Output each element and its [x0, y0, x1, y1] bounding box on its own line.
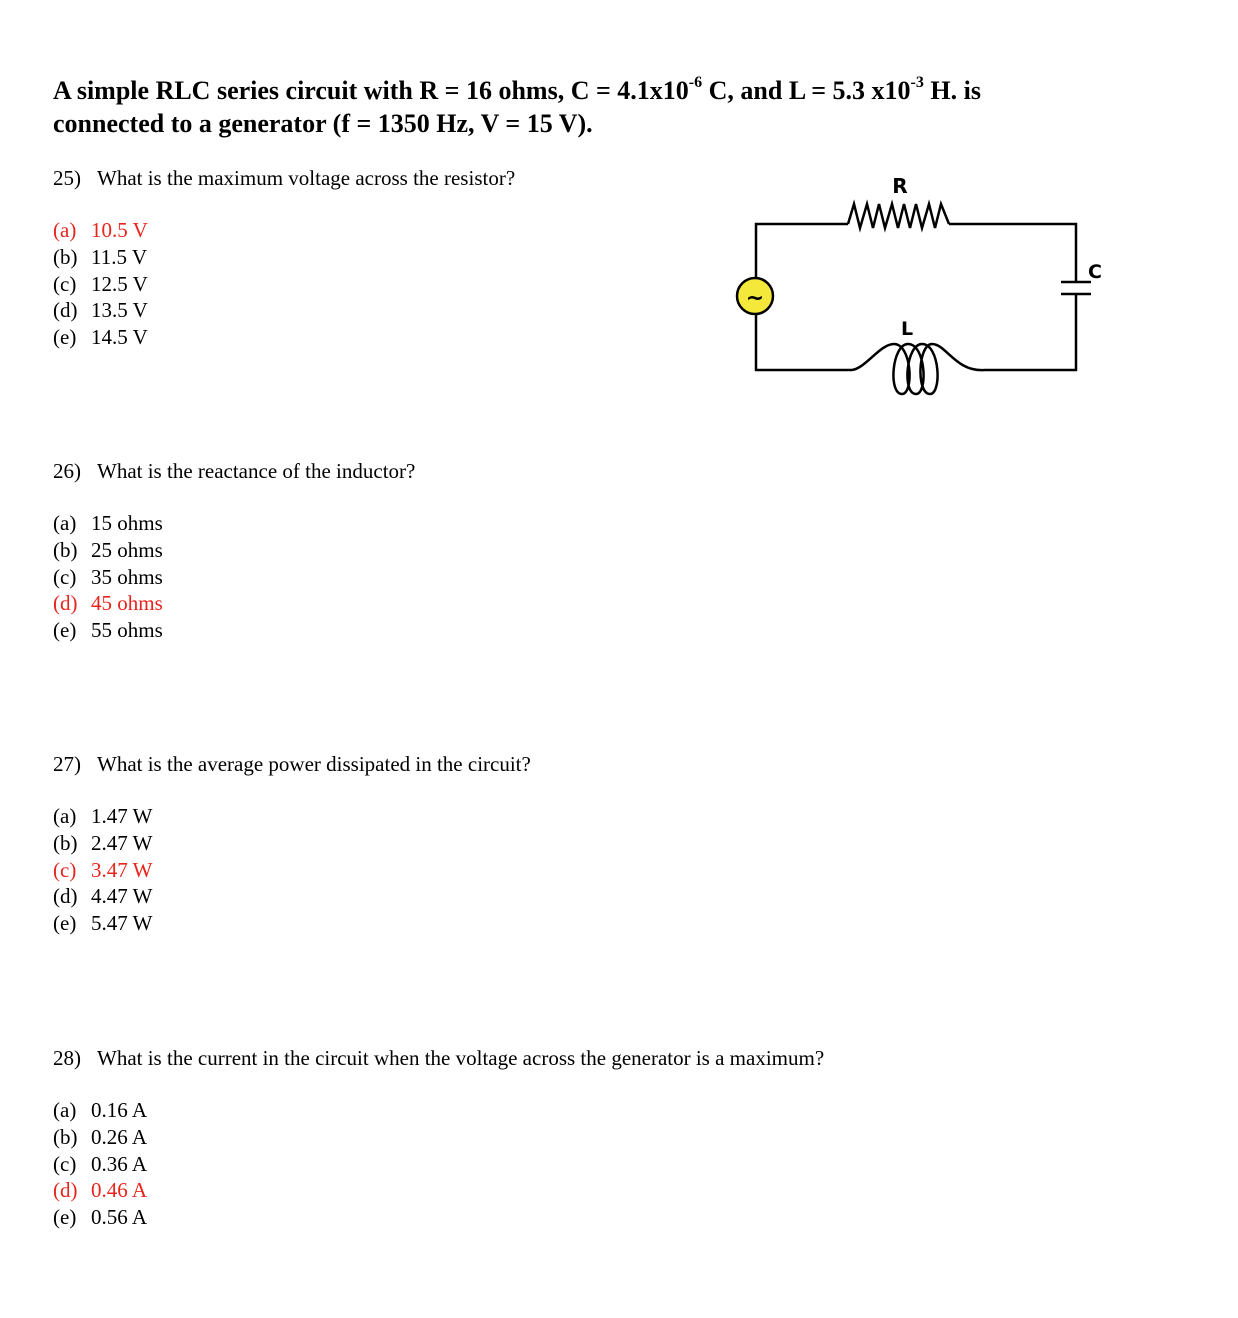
question-number: 26): [53, 459, 81, 483]
title-part1: A simple RLC series circuit with R = 16 ohms, C = 4.1x10: [53, 76, 689, 105]
option-26a[interactable]: (a) 15 ohms: [53, 511, 163, 535]
option-27a[interactable]: (a) 1.47 W: [53, 804, 153, 828]
top-right-wire: [949, 224, 1076, 282]
bottom-left-wire: [756, 314, 852, 370]
capacitor-label: C: [1088, 261, 1102, 283]
option-27d[interactable]: (d) 4.47 W: [53, 884, 153, 909]
options-28: [53, 1097, 147, 1231]
option-28c[interactable]: (c) 0.36 A: [53, 1151, 148, 1176]
problem-statement: [53, 74, 1153, 140]
inductance-exponent: -3: [910, 74, 924, 92]
question-number: 25): [53, 166, 81, 190]
right-lower-wire: [984, 294, 1076, 370]
inductor-coil: [852, 344, 984, 394]
option-26b[interactable]: (b) 25 ohms: [53, 537, 163, 562]
question-number: 28): [53, 1046, 81, 1070]
title-part2: C, and L = 5.3 x10: [702, 76, 911, 105]
option-25a[interactable]: (a) 10.5 V: [53, 218, 148, 242]
capacitance-exponent: -6: [688, 74, 703, 92]
option-25b[interactable]: (b) 11.5 V: [53, 244, 148, 269]
option-28b[interactable]: (b) 0.26 A: [53, 1124, 148, 1149]
option-27e[interactable]: (e) 5.47 W: [53, 911, 153, 936]
option-26e[interactable]: (e) 55 ohms: [53, 618, 163, 643]
question-text: What is the average power dissipated in the circuit?: [97, 752, 531, 776]
option-28a[interactable]: (a) 0.16 A: [53, 1098, 148, 1122]
question-number: 27): [53, 752, 81, 776]
option-27c[interactable]: (c) 3.47 W: [53, 857, 153, 882]
resistor-zigzag: [848, 204, 949, 228]
option-28e[interactable]: (e) 0.56 A: [53, 1205, 148, 1230]
option-26d[interactable]: (d) 45 ohms: [53, 591, 163, 616]
title-part3: H. is: [923, 76, 981, 105]
ac-source-symbol: ~: [745, 286, 765, 311]
options-25: [53, 217, 148, 351]
option-25d[interactable]: (d) 13.5 V: [53, 298, 148, 323]
resistor-label: R: [892, 174, 908, 198]
question-26: [53, 458, 415, 485]
option-25e[interactable]: (e) 14.5 V: [53, 325, 148, 350]
option-28d[interactable]: (d) 0.46 A: [53, 1178, 148, 1203]
options-27: [53, 803, 152, 937]
title-line2: connected to a generator (f = 1350 Hz, V = 15 V).: [53, 109, 593, 138]
question-28: [53, 1045, 824, 1072]
question-27: [53, 751, 531, 778]
question-text: What is the maximum voltage across the resistor?: [97, 166, 516, 190]
option-25c[interactable]: (c) 12.5 V: [53, 271, 148, 296]
question-25: [53, 165, 515, 192]
question-text: What is the reactance of the inductor?: [97, 459, 416, 483]
top-left-wire: [756, 224, 848, 279]
option-27b[interactable]: (b) 2.47 W: [53, 830, 153, 855]
option-26c[interactable]: (c) 35 ohms: [53, 564, 163, 589]
question-text: What is the current in the circuit when the voltage across the generator is a maximum?: [97, 1046, 825, 1070]
inductor-label: L: [900, 318, 914, 340]
rlc-circuit-diagram: [730, 168, 1110, 403]
options-26: [53, 510, 163, 644]
